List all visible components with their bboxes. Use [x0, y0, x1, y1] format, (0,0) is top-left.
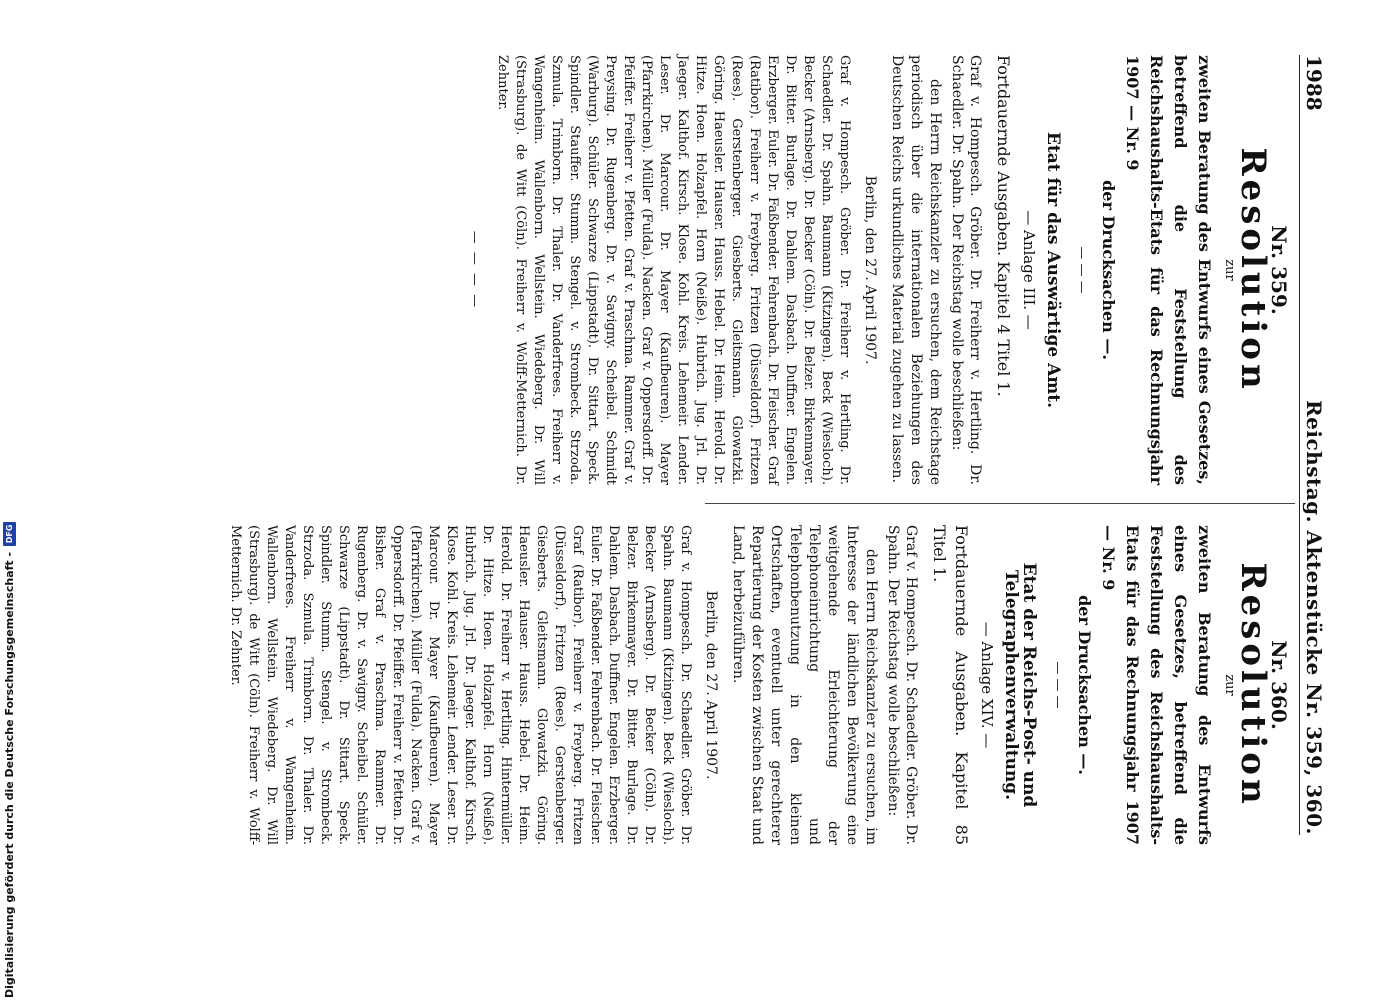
- running-head: [1299, 55, 1330, 835]
- dfg-logo-icon: DFG: [3, 522, 16, 546]
- zur-label: zur: [1222, 674, 1237, 696]
- resolution-heading: Resolution: [1233, 147, 1273, 393]
- resolution-body: den Herrn Reichskanzler zu ersuchen, dem Reichstage periodisch über die internationalen Beziehungen des Deutschen Reichs urkundliches Material zugehen zu lassen.: [889, 55, 943, 485]
- resolution-number: Nr. 359.: [1267, 225, 1291, 315]
- document-page: [180, 55, 1330, 845]
- attribution-text: Digitalisierung gefördert durch die Deutsche Forschungsgemeinschaft -: [3, 551, 16, 998]
- kapitel-label: Fortdauernde Ausgaben. Kapitel 4 Titel 1.: [994, 55, 1013, 397]
- signers-list: Graf v. Hompesch. Gröber. Dr. Freiherr v. Hertling. Dr. Schaedler. Dr. Spahn. Baumann (Kitzingen). Beck (Wiesloch). Becker (Arnsberg). Dr. Becker (Cöln). Dr. Belzer. Birkenmayer. Dr. Bitter. Burlage. Dr. Dahlem. Dasbach. Duffner. Engelen. Erzberger. Euler. Dr. Faßbender. Fehrenbach. Dr. Fleischer. Graf (Ratibor). Freiherr v. Freyberg. Fritzen (Düsseldorf). Fritzen (Rees). Gerstenberger. Giesberts. Gleitsmann. Glowatzki. Göring. Haeusler. Hauser. Hauss. Hebel. Dr. Heim. Herold. Dr. Hitze. Hoen. Holzapfel. Horn (Neiße). Hubrich. Jug. Jrl. Dr. Jaeger. Kalthof. Kirsch. Klose. Kohl. Kreis. Lehemeir. Lender. Leser. Dr. Marcour. Dr. Mayer (Kaufbeuren). Mayer (Pfarrkirchen). Müller (Fulda). Nacken. Graf v. Oppersdorff. Dr. Pfeiffer. Freiherr v. Pfetten. Graf v. Praschma. Rammer. Graf v. Preysing. Dr. Rugenberg. Dr. v. Savigny. Scheibel. Schmidt (Warburg). Schüler. Schwarze (Lippstadt). Dr. Sittart. Speck. Spindler. Stauffer. Stumm. Stengel. v. Strombeck. Strzoda. Szmula. Trimborn. Dr. Thaler. Dr. Vanderfrees. Freiherr v. Wangenheim. Wallenborn. Wellstein. Wiedeberg. Dr. Will (Strasburg). de Witt (Cöln). Freiherr v. Wolff-Metternich. Dr. Zehnter.: [495, 55, 852, 485]
- resolution-360: [228, 525, 1292, 845]
- date-line: Berlin, den 27. April 1907.: [703, 590, 719, 780]
- section-dash: — — —: [1050, 661, 1065, 709]
- resolution-number: Nr. 360.: [1267, 640, 1291, 730]
- etat-title: Etat für das Auswärtige Amt.: [1043, 131, 1063, 409]
- anlage-label: — Anlage III. —: [1020, 210, 1038, 330]
- kapitel-label: Fortdauernde Ausgaben. Kapitel 85 Titel 1.: [930, 525, 971, 845]
- subject-text: zweiten Beratung des Entwurfs eines Gesetzes, betreffend die Feststellung des Reichshaushalts-Etats für das Rechnungsjahr 1907 — Nr. 9: [1123, 55, 1214, 485]
- digitization-attribution: [3, 522, 16, 998]
- end-rule: — — — —: [467, 230, 482, 310]
- anlage-label: — Anlage XIV. —: [978, 621, 996, 749]
- resolution-body: den Herrn Reichskanzler zu ersuchen, im Interesse der ländlichen Bevölkerung eine weitgehende Erleichterung der Telephoneinrichtung und Telephonbenutzung in den kleinen Ortschaften, eventuell unter gerechterer Repartierung der Kosten zwischen Staat und Land, herbeizuführen.: [730, 525, 879, 845]
- proposer-text: Graf v. Hompesch. Gröber. Dr. Freiherr v. Hertling. Dr. Schaedler. Dr. Spahn. Der Reichstag wolle beschließen:: [949, 55, 983, 485]
- subject-end: der Drucksachen —.: [1099, 180, 1118, 360]
- running-title: Reichstag. Aktenstücke Nr. 359, 360.: [1302, 400, 1326, 835]
- date-line: Berlin, den 27. April 1907.: [862, 175, 878, 365]
- resolution-359: [467, 55, 1292, 485]
- subject-end: der Drucksachen —.: [1075, 595, 1094, 775]
- etat-title: Etat der Reichs-Post- und Telegraphenverwaltung.: [1001, 562, 1039, 808]
- zur-label: zur: [1222, 259, 1237, 281]
- page-number: 1988: [1302, 55, 1326, 111]
- resolution-heading: Resolution: [1233, 562, 1273, 808]
- column-divider: [705, 503, 1295, 504]
- section-dash: — — —: [1074, 246, 1089, 294]
- subject-text: zweiten Beratung des Entwurfs eines Gesetzes, betreffend die Feststellung des Reichshaushalts-Etats für das Rechnungsjahr 1907 — Nr. 9: [1099, 525, 1214, 845]
- signers-list: Graf v. Hompesch. Dr. Schaedler. Gröber. Dr. Spahn. Baumann (Kitzingen). Beck (Wiesloch). Becker (Arnsberg). Dr. Becker (Cöln). Dr. Belzer. Birkenmayer. Dr. Bitter. Burlage. Dr. Dahlem. Dasbach. Duffner. Engelen. Erzberger. Euler. Dr. Faßbender. Fehrenbach. Dr. Fleischer. Graf (Ratibor). Freiherr v. Freyberg. Fritzen (Düsseldorf). Fritzen (Rees). Gerstenberger. Giesberts. Gleitsmann. Glowatzki. Göring. Haeusler. Hauser. Hauss. Hebel. Dr. Heim. Herold. Dr. Freiherr v. Hertling. Hintermüller. Dr. Hitze. Hoen. Holzapfel. Horn (Neiße). Hubrich. Jug. Jrl. Dr. Jaeger. Kalthof. Kirsch. Klose. Kohl. Kreis. Lehemeir. Lender. Leser. Dr. Marcour. Dr. Mayer (Kaufbeuren). Mayer (Pfarrkirchen). Müller (Fulda). Nacken. Graf v. Oppersdorff. Dr. Pfeiffer. Freiherr v. Pfetten. Dr. Bisher. Graf v. Praschma. Rammer. Dr. Rugenberg. Dr. v. Savigny. Scheibel. Schüler. Schwarze (Lippstadt). Dr. Sittart. Speck. Spindler. Stumm. Stengel. v. Strombeck. Strzoda. Szmula. Trimborn. Dr. Thaler. Dr. Vanderfrees. Freiherr v. Wangenheim. Wallenborn. Wellstein. Wiedeberg. Dr. Will (Strasburg). de Witt (Cöln). Freiherr v. Wolff-Metternich. Dr. Zehnter.: [228, 525, 693, 845]
- proposer-text: Graf v. Hompesch. Dr. Schaedler. Gröber. Dr. Spahn. Der Reichstag wolle beschließen:: [885, 525, 919, 845]
